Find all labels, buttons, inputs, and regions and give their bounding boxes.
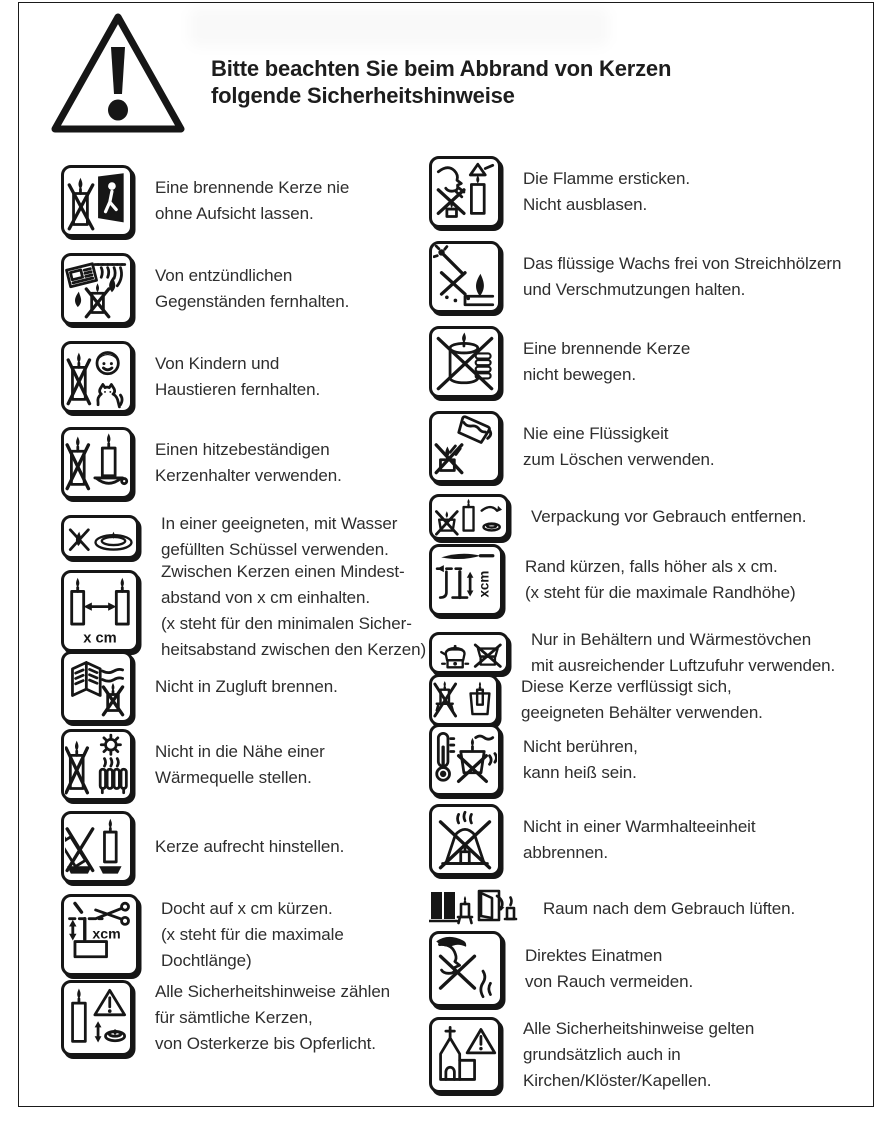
x-cm-label: x cm [83,630,117,647]
warning-triangle-icon [49,11,187,135]
smother-flame-icon [429,156,501,228]
page-title-line2: folgende Sicherheitshinweise [211,83,515,108]
xcm-vertical-label: xcm [476,570,492,598]
safety-text: von Osterkerze bis Opferlicht. [155,1034,376,1053]
page-title [211,55,671,109]
safety-item [429,804,756,876]
safety-text: kann heiß sein. [523,763,637,782]
safety-item [61,979,390,1057]
safety-text: (x steht für die maximale Randhöhe) [525,583,796,602]
safety-item [61,651,338,723]
avoid-smoke-inhalation-icon [429,931,503,1007]
safety-text: Nicht berühren, [523,737,638,756]
safety-text: In einer geeigneten, mit Wasser [161,514,398,533]
safety-text: Eine brennende Kerze nie [155,178,350,197]
safety-item [61,165,349,237]
safety-text: Nie eine Flüssigkeit [523,424,669,443]
safety-item [429,1016,754,1094]
safety-text: Kerze aufrecht hinstellen. [155,837,345,856]
safety-text: Gegenständen fernhalten. [155,292,350,311]
safety-text: von Rauch vermeiden. [525,972,694,991]
safety-text: grundsätzlich auch in [523,1045,681,1064]
safety-item [61,511,397,563]
keep-away-flammables-icon [61,253,133,325]
safety-item [429,411,715,483]
safety-item [429,627,835,679]
page-title-line1: Bitte beachten Sie beim Abbrand von Kerzen [211,56,672,81]
upright-candle-icon [61,811,133,883]
safety-text: Das flüssige Wachs frei von Streichhölzern [523,254,842,273]
safety-text: heitsabstand zwischen den Kerzen) [161,640,427,659]
do-not-touch-icon [429,724,501,796]
safety-text: Alle Sicherheitshinweise zählen [155,982,391,1001]
safety-item [429,724,638,796]
containers-airflow-icon [429,632,509,674]
safety-text: Nur in Behältern und Wärmestövchen [531,630,812,649]
safety-text: und Verschmutzungen halten. [523,280,746,299]
safety-item [429,888,795,930]
safety-text: Von Kindern und [155,354,280,373]
safety-text: Wärmequelle stellen. [155,768,312,787]
safety-item [61,729,325,801]
safety-text: nicht bewegen. [523,365,636,384]
safety-text: Rand kürzen, falls höher als x cm. [525,557,778,576]
safety-item [61,559,426,663]
no-draft-icon [61,651,133,723]
safety-text: Zwischen Kerzen einen Mindest- [161,562,405,581]
safety-item [61,894,344,976]
safety-item [61,427,342,499]
safety-text: abbrennen. [523,843,609,862]
no-heat-source-icon [61,729,133,801]
safety-item [429,931,693,1007]
safety-item [61,253,349,325]
liquefying-candle-icon [429,674,499,726]
safety-text: Raum nach dem Gebrauch lüften. [543,899,796,918]
ventilate-room-icon [429,888,521,930]
no-food-warmer-icon [429,804,501,876]
safety-item [429,494,806,540]
applies-churches-icon [429,1017,501,1093]
safety-item [61,811,344,883]
remove-packaging-icon [429,494,509,540]
safety-text: Die Flamme ersticken. [523,169,690,188]
minimum-distance-icon [61,570,139,652]
safety-item [429,326,690,398]
safety-item [429,156,690,228]
safety-text: Verpackung vor Gebrauch entfernen. [531,507,807,526]
safety-text: Kerzenhalter verwenden. [155,466,342,485]
trim-rim-icon [429,544,503,616]
heat-resistant-holder-icon [61,427,133,499]
safety-text: Einen hitzebeständigen [155,440,330,459]
safety-text: Diese Kerze verflüssigt sich, [521,677,732,696]
scan-artifact [189,7,609,47]
keep-wax-clean-icon [429,241,501,313]
no-liquid-extinguish-icon [429,411,501,483]
safety-item [429,544,796,616]
safety-item [429,674,763,726]
do-not-move-icon [429,326,501,398]
safety-text: Dochtlänge) [161,951,252,970]
safety-item [61,341,320,413]
safety-text: Nicht ausblasen. [523,195,648,214]
safety-text: Kirchen/Klöster/Kapellen. [523,1071,712,1090]
no-unattended-candle-icon [61,165,133,237]
safety-item [429,241,841,313]
safety-text: gefüllten Schüssel verwenden. [161,540,389,559]
safety-text: ohne Aufsicht lassen. [155,204,314,223]
safety-text: geeigneten Behälter verwenden. [521,703,763,722]
safety-text: Nicht in die Nähe einer [155,742,325,761]
safety-text: (x steht für den minimalen Sicher- [161,614,412,633]
safety-text: Docht auf x cm kürzen. [161,899,333,918]
xcm-label: xcm [92,925,121,942]
safety-text: mit ausreichender Luftzufuhr verwenden. [531,656,836,675]
safety-text: (x steht für die maximale [161,925,344,944]
trim-wick-icon [61,894,139,976]
safety-text: Direktes Einatmen [525,946,663,965]
safety-text: Nicht in einer Warmhalteeinheit [523,817,756,836]
safety-text: Von entzündlichen [155,266,293,285]
applies-all-candles-icon [61,980,133,1056]
safety-text: Nicht in Zugluft brennen. [155,677,338,696]
safety-text: zum Löschen verwenden. [523,450,715,469]
document-page [18,2,874,1107]
safety-text: abstand von x cm einhalten. [161,588,370,607]
safety-text: Alle Sicherheitshinweise gelten [523,1019,755,1038]
water-filled-bowl-icon [61,515,139,559]
safety-text: Eine brennende Kerze [523,339,691,358]
safety-text: Haustieren fernhalten. [155,380,321,399]
keep-away-children-pets-icon [61,341,133,413]
safety-text: für sämtliche Kerzen, [155,1008,313,1027]
